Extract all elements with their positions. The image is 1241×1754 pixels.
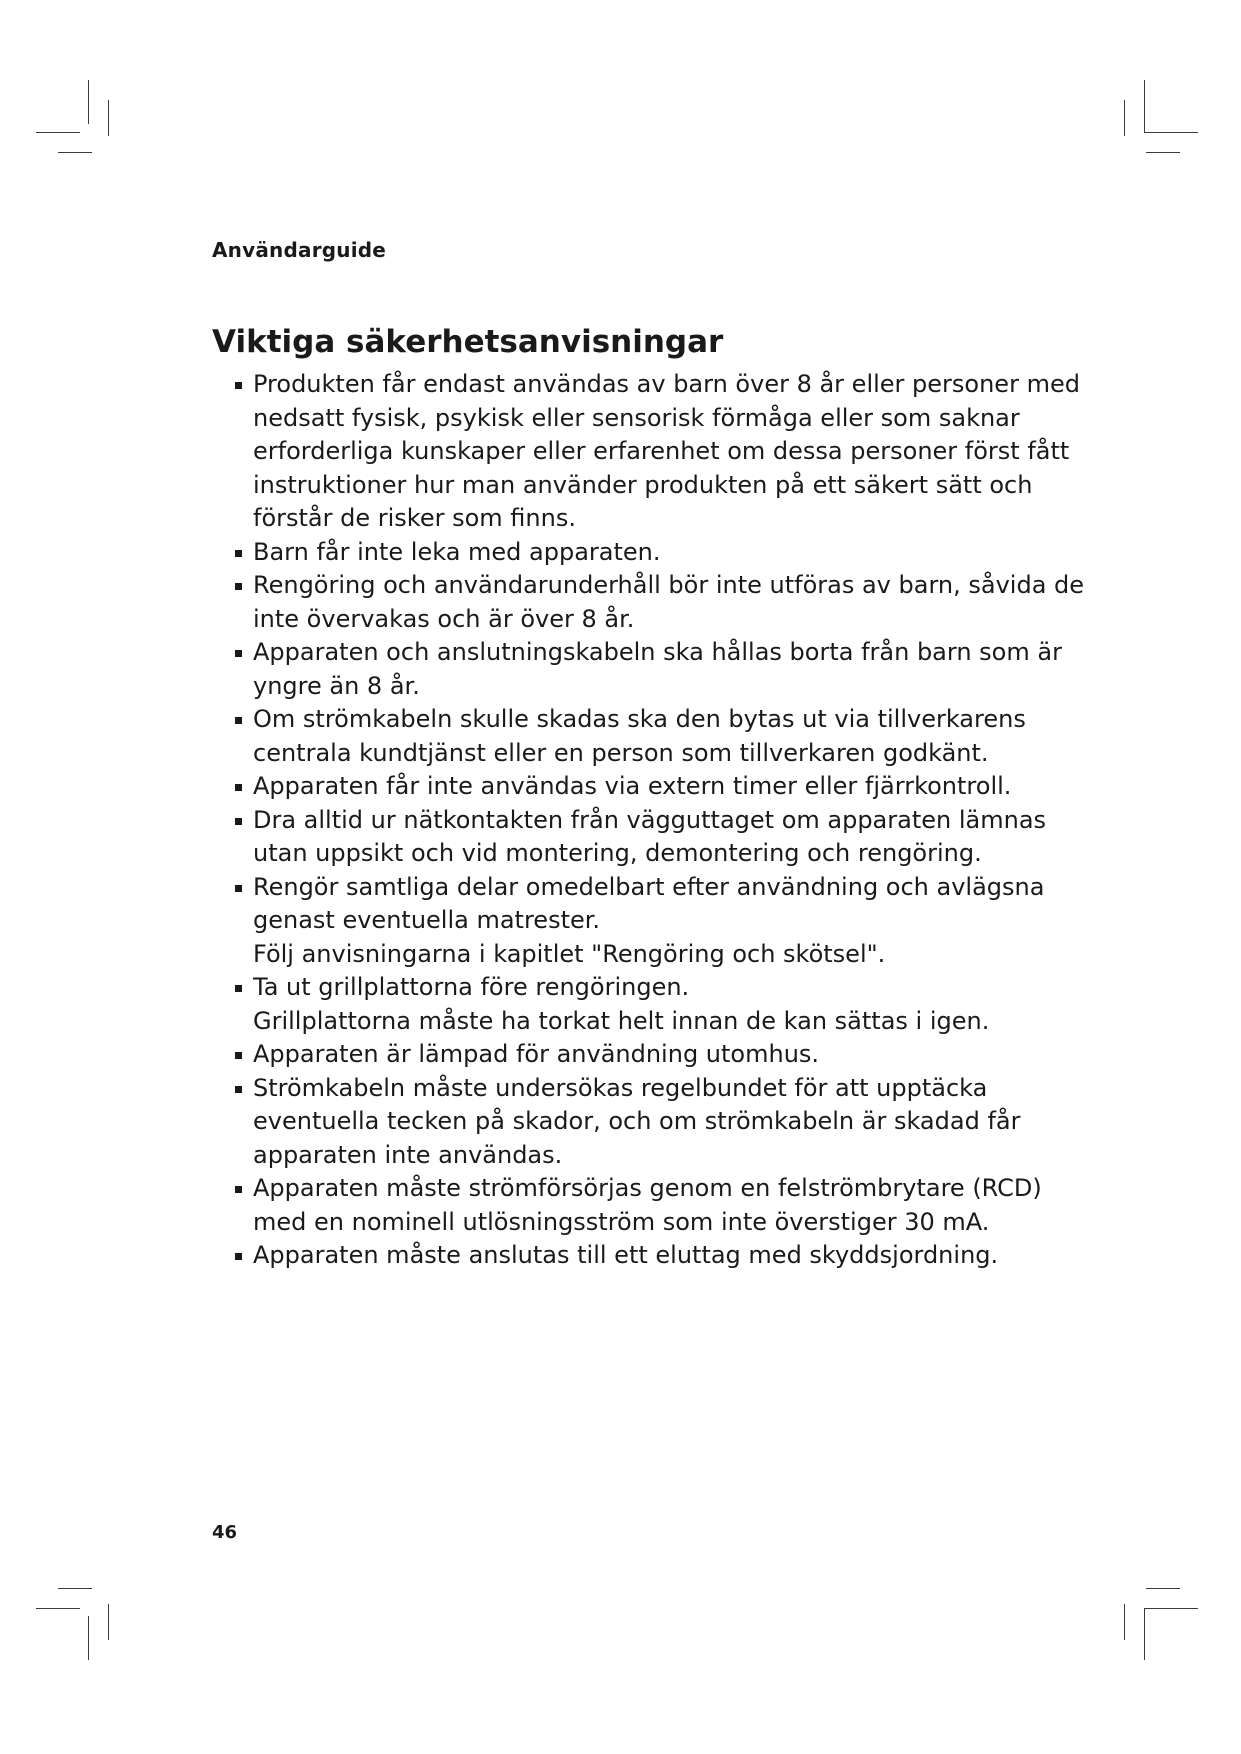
- list-item: [240, 569, 1090, 636]
- crop-mark-top-right-v2: [1124, 100, 1125, 136]
- list-item: [240, 770, 1090, 804]
- crop-mark-top-left-v: [88, 80, 89, 124]
- crop-mark-top-right-h: [1144, 132, 1198, 133]
- crop-mark-bottom-right-v: [1144, 1608, 1145, 1660]
- list-item: [240, 536, 1090, 570]
- list-item-main-text: Rengör samtliga delar omedelbart efter användning och avlägsna genast eventuella matrester.: [253, 872, 1045, 934]
- crop-mark-bottom-right-h2: [1144, 1608, 1198, 1609]
- list-item-text: Apparaten och anslutningskabeln ska hållas borta från barn som är yngre än 8 år.: [253, 638, 1062, 700]
- bullet-icon: [235, 818, 242, 825]
- crop-mark-bottom-left-h: [58, 1588, 92, 1589]
- bullet-icon: [235, 784, 242, 791]
- list-item-text: Rengöring och användarunderhåll bör inte utföras av barn, såvida de inte övervakas och är över 8 år.: [253, 571, 1085, 633]
- bullet-icon: [235, 650, 242, 657]
- bullet-icon: [235, 1253, 242, 1260]
- crop-mark-bottom-right-v2: [1124, 1604, 1125, 1640]
- bullet-icon: [235, 550, 242, 557]
- list-item-text: [240, 971, 1090, 1038]
- list-item: [240, 1038, 1090, 1072]
- bullet-icon: [235, 885, 242, 892]
- list-item: [240, 1172, 1090, 1239]
- list-item-text: Strömkabeln måste undersökas regelbundet för att upptäcka eventuella tecken på skador, och om strömkabeln är skadad får apparaten inte användas.: [253, 1073, 1021, 1169]
- crop-mark-bottom-left-v2: [108, 1604, 109, 1640]
- list-item-text: Apparaten är lämpad för användning utomhus.: [253, 1040, 820, 1068]
- bullet-icon: [235, 1086, 242, 1093]
- safety-instructions-list: [240, 368, 1090, 1273]
- crop-mark-bottom-left-v: [88, 1616, 89, 1660]
- list-item-note: Följ anvisningarna i kapitlet "Rengöring och skötsel".: [253, 939, 886, 968]
- list-item: [240, 971, 1090, 1038]
- page-title: Viktiga säkerhetsanvisningar: [212, 324, 724, 360]
- list-item-main-text: Ta ut grillplattorna före rengöringen.: [253, 973, 690, 1001]
- list-item-text: Apparaten måste anslutas till ett eluttag med skyddsjordning.: [253, 1241, 999, 1269]
- list-item-text: [240, 871, 1090, 972]
- list-item-text: Dra alltid ur nätkontakten från vägguttaget om apparaten lämnas utan uppsikt och vid montering, demontering och rengöring.: [253, 805, 1047, 867]
- crop-mark-bottom-left-h2: [36, 1608, 80, 1609]
- list-item: [240, 1072, 1090, 1173]
- crop-mark-top-left-h2: [58, 152, 92, 153]
- crop-mark-top-right-v: [1144, 80, 1145, 132]
- page-number: 46: [212, 1522, 238, 1543]
- list-item: [240, 636, 1090, 703]
- list-item: [240, 703, 1090, 770]
- list-item-text: Om strömkabeln skulle skadas ska den bytas ut via tillverkarens centrala kundtjänst eller en person som tillverkaren godkänt.: [253, 705, 1026, 767]
- list-item: [240, 871, 1090, 972]
- list-item: [240, 804, 1090, 871]
- bullet-icon: [235, 583, 242, 590]
- list-item-text: Apparaten måste strömförsörjas genom en felströmbrytare (RCD) med en nominell utlösningsström som inte överstiger 30 mA.: [253, 1174, 1042, 1236]
- crop-mark-top-left-h: [36, 132, 80, 133]
- crop-mark-top-right-h2: [1146, 152, 1180, 153]
- running-header: Användarguide: [212, 238, 387, 262]
- list-item-note: Grillplattorna måste ha torkat helt innan de kan sättas i igen.: [253, 1006, 990, 1035]
- list-item-text: Produkten får endast användas av barn över 8 år eller personer med nedsatt fysisk, psykisk eller sensorisk förmåga eller som saknar erforderliga kunskaper eller erfarenhet om dessa personer först fått instruktioner hur man använder produkten på ett säkert sätt och förstår de risker som finns.: [253, 370, 1080, 532]
- list-item: [240, 368, 1090, 536]
- bullet-icon: [235, 1186, 242, 1193]
- list-item: [240, 1239, 1090, 1273]
- list-item-text: Apparaten får inte användas via extern timer eller fjärrkontroll.: [253, 772, 1012, 800]
- bullet-icon: [235, 1052, 242, 1059]
- bullet-icon: [235, 717, 242, 724]
- bullet-icon: [235, 985, 242, 992]
- list-item-text: Barn får inte leka med apparaten.: [253, 537, 661, 566]
- bullet-icon: [235, 382, 242, 389]
- crop-mark-bottom-right-h: [1146, 1588, 1180, 1589]
- crop-mark-top-left-v2: [108, 100, 109, 136]
